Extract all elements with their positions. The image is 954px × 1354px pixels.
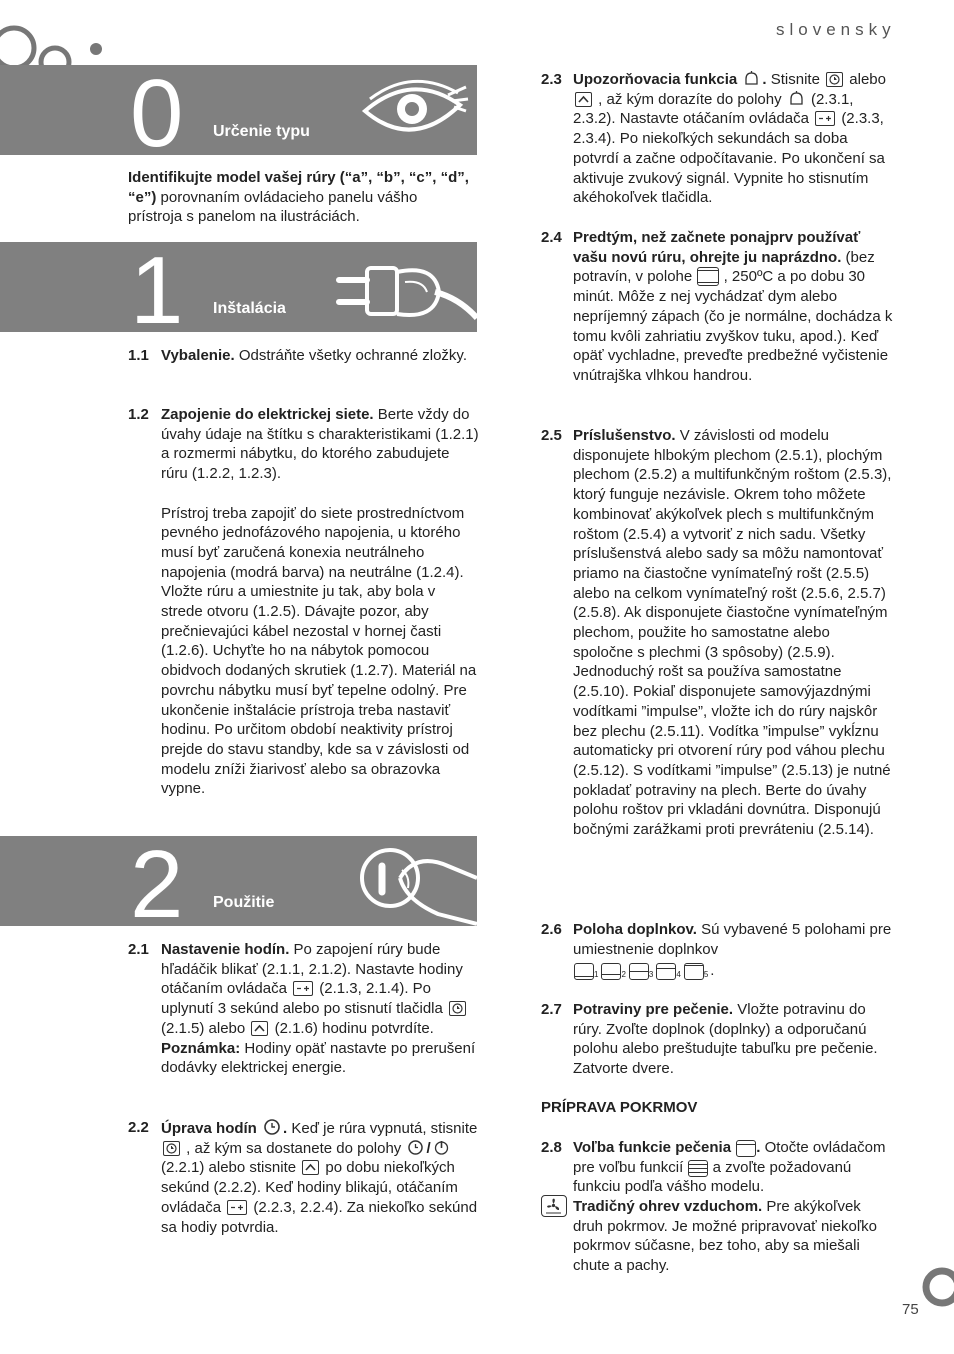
shelf-position-icon	[684, 963, 704, 980]
section-text: (2.1.5) alebo	[161, 1019, 246, 1037]
section-number: 2.8	[541, 1139, 562, 1156]
section-bold: Predtým, než začnete ponajprv používať vašu novú rúru, ohrejte ju naprázdno.	[573, 229, 861, 266]
section-text: Pre akýkoľvek druh pokrmov. Je možné pripravovať niekoľko pokrmov súčasne, bez toho, aby sa miešali chute a pachy.	[573, 1198, 878, 1275]
function-selector-icon	[736, 1140, 756, 1157]
decorative-circle-icon	[920, 1265, 954, 1309]
banner-section-2	[0, 836, 477, 926]
intro-bold: Identifikujte model vašej rúry (“a”, “b”, “c”, “d”, “e”)	[128, 169, 469, 206]
section-text: a zvoľte požadovanú funkciu podľa vášho modelu.	[573, 1158, 852, 1196]
shelf-position-label: 4	[676, 970, 681, 980]
section-number: 2.7	[541, 1001, 562, 1018]
fan-icon	[541, 1195, 567, 1217]
chevron-up-icon	[302, 1160, 319, 1175]
section-text: (2.2.3, 2.2.4). Za niekoľko sekúnd sa hodiy potvrdia.	[161, 1198, 478, 1236]
section-body	[161, 405, 479, 799]
section-bold: Zapojenie do elektrickej siete.	[161, 406, 374, 423]
dot: .	[756, 1139, 761, 1156]
section-number: 1.1	[128, 347, 149, 364]
section-body: Úprava hodín . Keď je rúra vypnutá, stisnite , až kým sa dostanete do polohy / (2.2.1) alebo stisnite po dobu niekoľkých sekúnd (2.2.2). Keď hodiny blikajú, otáčaním ovládača (2.2.3, 2.2.4). Za niekoľko sekúnd sa hodiy potvrdia.	[161, 1120, 478, 1236]
banner-section-1	[0, 242, 477, 332]
finger-power-icon	[358, 844, 477, 926]
end-dot: .	[710, 962, 715, 980]
clock-icon	[407, 1139, 424, 1156]
section-bold: Upozorňovacia funkcia	[573, 71, 738, 88]
banner-title: Použitie	[213, 894, 275, 911]
function-selector-icon	[688, 1160, 708, 1177]
clock-icon	[449, 1001, 466, 1016]
section-bold: Nastavenie hodín.	[161, 941, 290, 958]
chevron-up-icon	[575, 92, 592, 107]
section-text: Otočte ovládačom pre voľbu funkcií	[573, 1139, 886, 1176]
note	[161, 1039, 479, 1078]
section-bold: Vybalenie.	[161, 347, 235, 364]
section-text: Stisnite	[770, 71, 820, 88]
section-body	[573, 920, 893, 985]
clock-icon	[163, 1141, 180, 1156]
banner-number: 2	[130, 836, 184, 926]
section-text: po dobu niekoľkých sekúnd (2.2.2). Keď hodiny blikajú, otáčaním ovládača	[161, 1159, 458, 1216]
section-text: (2.1.3, 2.1.4). Po uplynutí 3 sekúnd alebo po stisnutí tlačidla	[161, 980, 443, 1018]
section-paragraph-2: Prístroj treba zapojiť do siete prostredníctvom pevného jednofázového napojenia, u ktorého musí byť zaručená konexia neutrálneho napojenia (modrá barva) na neutrálne (1.2.4). Vložte rúru a umiestnite ju tak, aby bola v strede otvoru (1.2.5). Dávajte pozor, aby prečnievajúci kábel nezostal v hornej časti (1.2.6). Uchyťte ho na nábytok pomocou obidvoch dodaných skrutiek (1.2.7). Materiál na povrchu nábytku musí byť tepelne odolný. Pre ukončenie inštalácie prístroja treba nastaviť hodinu. Po určitom období neaktivity prístroj prejde do stavu standby, kde sa v závislosti od modelu zníži žiarivosť alebo sa obrazovka vypne.	[161, 504, 477, 798]
banner-number: 0	[130, 65, 184, 155]
note-text: Hodiny opäť nastavte po prerušení dodávky elektrickej energie.	[161, 1039, 476, 1077]
minus-plus-icon	[227, 1200, 247, 1215]
section-number: 2.2	[128, 1119, 149, 1136]
section-text: , až kým sa dostanete do polohy	[186, 1139, 402, 1157]
section-number: 2.4	[541, 229, 562, 246]
shelf-position-label: 5	[703, 970, 709, 980]
section-heading: PRÍPRAVA POKRMOV	[541, 1099, 698, 1116]
slash: /	[426, 1139, 431, 1157]
section-text: Odstráňte všetky ochranné zložky.	[238, 347, 467, 364]
section-text: (bez potravín, v polohe	[573, 248, 875, 286]
section-text: Po zapojení rúry bude hľadáčik blikať (2.1.1, 2.1.2). Nastavte hodiny otáčaním ovládača	[161, 941, 463, 998]
section-bold: Úprava hodín	[161, 1120, 257, 1137]
clock-icon	[826, 72, 843, 87]
banner-section-0	[0, 65, 477, 155]
section-body	[573, 426, 893, 840]
section-body	[161, 940, 479, 1078]
section-text: Berte vždy do úvahy údaje na štítku s charakteristikami (1.2.1) a rozmermi nábytku, do ktorého zabudujete rúru (1.2.2, 1.2.3).	[161, 406, 479, 483]
plug-icon	[335, 258, 477, 328]
clock-icon	[263, 1118, 281, 1136]
section-bold: Príslušenstvo.	[573, 427, 676, 444]
section-text: V závislosti od modelu disponujete hlbokým plechom (2.5.1), plochým plechom (2.5.2) a multifunkčným roštom (2.5.3), ktorý funguje nezávisle. Okrem toho môžete kombinovať akýkoľvek plech s multifunkčným roštom (2.5.4) a vytvoriť z nich sadu. Všetky príslušenstvá alebo sady sa môžu namontovať priamo na čiastočne vynímateľný rošt (2.5.5) alebo na celkom vynímateľný rošt (2.5.6, 2.5.7) (2.5.8). Ak disponujete čiastočne vynímateľným plechom, použite ho samostatne alebo spoločne s plechmi (3 spôsoby) (2.5.9). Jednoduchý rošt sa používa samostatne (2.5.10). Pokiaľ disponujete samovýjazdnými vodítkami ”impulse”, vložte ich do rúry najskôr bez plechu (2.5.11). Vodítka ”impulse” vykĺznu automaticky pri otvorení rúry pod váhou plechu (2.5.12). S vodítkami ”impulse” (2.5.13) je nutné pokladať potraviny na plech. Berte do úvahy polohu roštov pri vkladáni dovnútra. Disponujú bočnými zarážkami proti prevráteniu (2.5.14).	[573, 427, 892, 839]
shelf-position-icon	[574, 963, 594, 980]
banner-number: 1	[130, 242, 184, 332]
intro-text: porovnaním ovládacieho panelu vášho prístroja s panelom na ilustráciách.	[128, 188, 418, 226]
section-body	[573, 1197, 893, 1276]
eye-icon	[360, 77, 470, 145]
note-label: Poznámka:	[161, 1039, 241, 1057]
section-number: 2.1	[128, 941, 149, 958]
section-body: Upozorňovacia funkcia . Stisnite alebo , až kým dorazíte do polohy (2.3.1, 2.3.2). Nastavte otáčaním ovládača (2.3.3, 2.3.4). Po niekoľkých sekundách sa doba potvrdí a začne odpočítavanie. Po ukončení sa aktivuje zvukový signál. Vypnite ho stisnutím akéhokoľvek tlačidla.	[573, 71, 886, 207]
section-number: 1.2	[128, 406, 149, 423]
section-text: Vložte potravinu do rúry. Zvoľte doplnok (doplnky) a odporučanú polohu alebo preštudujte tabuľku pre pečenie. Zatvorte dvere.	[573, 1001, 878, 1078]
intro-paragraph	[128, 168, 473, 227]
section-text: Sú vybavené 5 polohami pre umiestnenie doplnkov	[573, 921, 892, 958]
power-clock-icon	[433, 1139, 450, 1156]
shelf-position-icon	[656, 963, 676, 980]
banner-title: Určenie typu	[213, 123, 310, 140]
banner-title: Inštalácia	[213, 300, 286, 317]
shelf-position-label: 1	[594, 970, 599, 980]
section-text: , 250ºC a po dobu 30 minút. Môže z nej vychádzať dym alebo nepríjemný zápach (čo je normálne, dochádza k tomu kvôli zahriatiu zvyškov tuku, apod.). Keď opäť vychladne, preveďte predbežné vyčistenie vnútrajška vlhkou handrou.	[573, 268, 893, 384]
section-text: (2.2.1) alebo stisnite	[161, 1159, 297, 1177]
shelf-positions	[573, 961, 893, 985]
section-number: 2.3	[541, 71, 562, 88]
section-body	[161, 346, 476, 366]
language-label: slovensky	[776, 20, 896, 39]
shelf-position-icon	[629, 963, 649, 980]
section-text: (2.3.1, 2.3.2). Nastavte otáčaním ovládača	[573, 90, 854, 128]
shelf-position-icon	[601, 963, 621, 980]
shelf-position-label: 3	[648, 970, 654, 980]
section-body	[573, 228, 893, 386]
chevron-up-icon	[251, 1021, 268, 1036]
minus-plus-icon	[815, 111, 835, 126]
bell-icon	[743, 70, 760, 87]
section-body	[573, 1000, 893, 1079]
section-text: Keď je rúra vypnutá, stisnite	[291, 1120, 478, 1137]
section-number: 2.6	[541, 921, 562, 938]
section-text: (2.3.3, 2.3.4). Po niekoľkých sekundách sa doba potvrdí a začne odpočítavanie. Po ukončení sa aktivuje zvukový signál. Vypnite ho stisnutím akéhokoľvek tlačidla.	[573, 110, 885, 207]
section-bold: Tradičný ohrev vzduchom.	[573, 1198, 763, 1215]
page-number: 75	[902, 1301, 919, 1318]
section-bold: Poloha doplnkov.	[573, 921, 697, 938]
section-number: 2.5	[541, 427, 562, 444]
minus-plus-icon	[293, 981, 313, 996]
section-text: alebo	[849, 71, 886, 88]
section-text: (2.1.6) hodinu potvrdíte.	[274, 1019, 434, 1037]
section-body	[573, 1138, 893, 1197]
section-bold: Voľba funkcie pečenia	[573, 1139, 732, 1156]
shelf-position-label: 2	[621, 970, 626, 980]
bell-icon	[788, 90, 805, 107]
decorative-bubbles-icon	[0, 18, 110, 68]
top-bottom-heat-icon	[697, 267, 719, 286]
section-text: , až kým dorazíte do polohy	[598, 90, 782, 108]
section-bold: Potraviny pre pečenie.	[573, 1001, 734, 1018]
